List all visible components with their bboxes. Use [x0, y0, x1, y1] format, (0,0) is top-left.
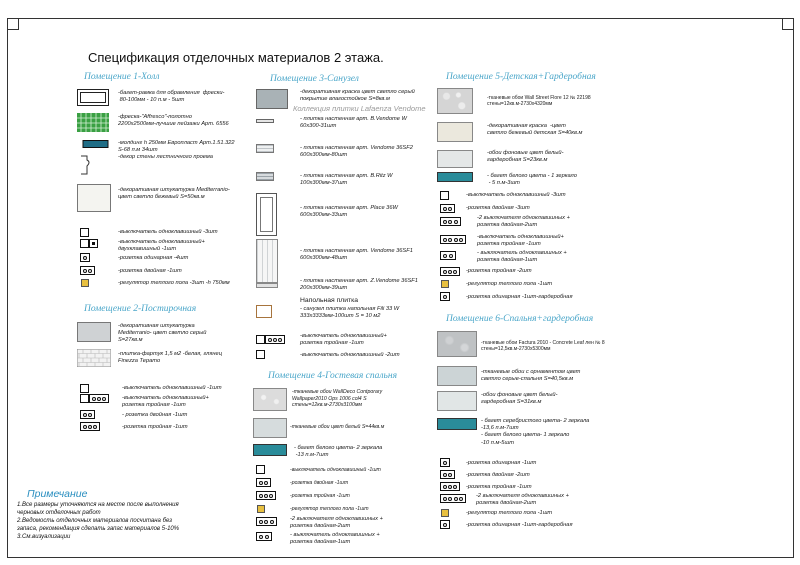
mirror-frame-swatch [253, 444, 287, 456]
switch-icon [256, 465, 265, 474]
socket-double-icon [80, 266, 95, 275]
bath-item-tile-2: - плитка настенная арт. Vendome 36SF2 600х300мм-80шт [300, 145, 413, 159]
floor-heating-regulator-icon [81, 279, 89, 287]
kids-elec-4: -выключатель одноклавишный+ розетка тройная -1шт [477, 234, 564, 248]
bedroom-item-frames: - багет серебристого цвета- 2 зеркала -13,6 п.м-7шт - багет белого цвета- 1 зеркало -10 п.м-5шт [481, 418, 590, 446]
frame-corner [7, 18, 19, 30]
white-wallpaper-swatch [437, 150, 473, 168]
bedroom-elec-1: -розетка одинарная -1шт [466, 460, 537, 466]
guest-elec-4: -регулятор теплого пола -1шт [290, 506, 369, 512]
bath-item-tile-4: - плитка настенная арт. Place 36W 600х300мм-33шт [300, 205, 398, 219]
backsplash-tile-swatch [77, 349, 111, 367]
bedroom-item-ornament: -тканевые обои с орнаментом цвет светло серые-спальня S=40,5кв.м [481, 369, 581, 383]
kids-elec-8: -розетка одинарная -1шт-гардеробная [466, 294, 573, 300]
socket-triple-icon [440, 482, 460, 491]
socket-double-icon [440, 470, 455, 479]
hall-elec-3: -розетка одинарная -4шт [118, 255, 189, 261]
gray-plaster-swatch [77, 322, 111, 342]
guest-elec-1: -выключатель одноклавишный -1шт [290, 467, 381, 473]
bedroom-elec-2: -розетка двойная -2шт [466, 472, 530, 478]
molding-profile-swatch [77, 140, 109, 182]
socket-double-icon [256, 532, 272, 541]
bedroom-elec-6: -розетка одинарная -1шт-гардеробная [466, 522, 573, 528]
socket-single-icon [440, 292, 450, 301]
floor-heating-regulator-icon [441, 280, 449, 288]
section-heading-guest-bedroom: Помещение 4-Гостевая спальня [268, 371, 397, 381]
bath-item-tile-3: - плитка настенная арт. B.Ritz W 100х300мм-37шт [300, 173, 393, 187]
frame-molding-swatch [77, 89, 109, 106]
notes-title: Примечание [27, 488, 88, 500]
floor-tile-swatch [256, 305, 272, 318]
laundry-elec-4: -розетка тройная -1шт [122, 424, 188, 430]
socket-double-icon [80, 410, 95, 419]
socket-double-icon [256, 478, 271, 487]
bath-elec-1: -выключатель одноклавишный+ розетка тройная -1шт [300, 333, 387, 347]
tile-vertical-swatch [256, 239, 278, 283]
hall-elec-1: -выключатель одноклавишный -3шт [118, 229, 218, 235]
socket-triple-icon [440, 235, 466, 244]
switch-icon [256, 335, 265, 344]
bedroom-item-white-wallpaper: -обои фоновые цвет белый- гардеробная S=31кв.м [481, 392, 558, 406]
hall-elec-5: -регулятор теплого пола -3шт -h 750мм [118, 280, 230, 286]
tile-stripe-swatch [256, 172, 274, 181]
laundry-elec-3: - розетка двойная -1шт [122, 412, 188, 418]
switch-icon [80, 394, 89, 403]
kids-item-wallpaper: -тканевые обои Wall Street Flore 12 № 22198 стены=12кв.м-2730х4320мм [487, 95, 591, 108]
tile-border-swatch [256, 283, 278, 288]
section-heading-kids-room: Помещение 5-Детская+Гардеробная [446, 72, 596, 82]
guest-elec-6: - выключатель одноклавишных + розетка двойная-1шт [290, 532, 380, 546]
bath-item-floor: - санузел плитка напольная Fili 33 W 333х3333мм-100шт S = 10 м2 [300, 306, 400, 320]
beige-paint-swatch [437, 122, 473, 142]
hall-item-fresco: -фреска-"Affresco"-полотно 2200х2500мм-лучшие пейзажи Арт. 6556 [118, 114, 229, 128]
white-wallpaper-swatch [437, 391, 477, 411]
gray-paint-swatch [256, 89, 288, 109]
concrete-leaf-swatch [437, 331, 477, 357]
hall-item-frame: -багет-рамка для обрамления фрески- 80-100мм - 10 п.м - 5шт [118, 90, 225, 104]
socket-triple-icon [89, 394, 109, 403]
ornament-wallpaper-swatch [437, 366, 477, 386]
bath-item-paint: -декоративная краска цвет светло серый покрытие влагостойкое S=8кв.м [300, 89, 415, 103]
tile-collection-name: Коллекция плитки Lafaenza Vendome [293, 104, 426, 113]
socket-single-icon [440, 520, 450, 529]
floor-heating-regulator-icon [257, 505, 265, 513]
section-heading-hall: Помещение 1-Холл [84, 72, 160, 82]
kids-elec-7: -регулятор теплого пола -1шт [466, 281, 553, 287]
bath-item-tile-5: - плитка настенная арт. Vendome 36SF1 600х300мм-48шт [300, 248, 413, 262]
guest-item-wallpaper: -тканевые обои WallDeco Contporary Wallpaper2010 Ops 1006 col4 S стены=12кв.м-2730х3100мм [292, 389, 383, 409]
hall-item-molding: -молдинг h 250мм Европласт Арт.1.51.322 S-68 п.м 34шт -декор стены лестничного проема [118, 140, 235, 161]
floor-tile-heading: Напольная плитка [300, 297, 359, 304]
tile-panel-swatch [256, 193, 278, 237]
socket-double-icon [440, 204, 455, 213]
guest-item-fabric: -тканевые обои цвет белый S=44кв.м [290, 424, 385, 430]
bedroom-elec-4: -2 выключателя одноклавишных + розетка двойная-2шт [476, 493, 569, 507]
switch-icon [80, 239, 89, 248]
white-fabric-swatch [253, 418, 287, 438]
double-switch-icon [89, 239, 98, 248]
laundry-elec-1: -выключатель одноклавишный -1шт [122, 385, 222, 391]
socket-triple-icon [265, 335, 285, 344]
bath-item-tile-6: - плитка настенная арт. Z.Vendome 36SF1 200х300мм-39шт [300, 278, 418, 292]
kids-item-paint: -декоративная краска -цвет светло бежевый детская S=40кв.м [487, 123, 583, 137]
bedroom-item-wallpaper: -тканевые обои Factura 2010 - Concrete Leaf лен № 8 стены=12,5кв.м-2730х5300мм [481, 340, 605, 353]
kids-item-frame: - багет белого цвета - 1 зеркало - 5 п.м-3шт [487, 173, 577, 187]
fabric-wallpaper-swatch [253, 388, 287, 411]
bath-elec-2: -выключатель одноклавишный -2шт [300, 352, 400, 358]
kids-elec-6: -розетка тройная -2шт [466, 268, 532, 274]
socket-double-icon [440, 251, 456, 260]
floral-wallpaper-swatch [437, 88, 473, 114]
laundry-item-tile: -плитка-фартук 1,5 м2 -белая, глянец Finezza Тераmo [118, 351, 222, 365]
bedroom-elec-3: -розетка тройная -1шт [466, 484, 532, 490]
switch-icon [440, 191, 449, 200]
hall-item-plaster: -декоративная штукатурка Mediterranio- цвет светло бежевый S=50кв.м [118, 187, 230, 201]
socket-single-icon [440, 458, 450, 467]
fresco-swatch [77, 113, 109, 132]
switch-icon [80, 228, 89, 237]
hall-elec-2: -выключатель одноклавишный+ двухклавишный -1шт [118, 239, 205, 253]
socket-triple-icon [256, 491, 276, 500]
bedroom-elec-5: -регулятор теплого пола -1шт [466, 510, 553, 516]
plaster-swatch [77, 184, 111, 212]
guest-elec-3: -розетка тройная -1шт [290, 493, 350, 499]
floor-heating-regulator-icon [441, 509, 449, 517]
kids-elec-1: -выключатель одноклавишный -3шт [466, 192, 566, 198]
guest-elec-5: -2 выключателя одноклавишных + розетка двойная-2шт [290, 516, 383, 530]
socket-triple-icon [80, 422, 100, 431]
socket-single-icon [80, 253, 90, 262]
bath-item-tile-1: - плитка настенная арт. B.Vendome W 60х300-31шт [300, 116, 407, 130]
laundry-item-plaster: -декоративная штукатурка Mediterranio- цвет светло серый S=27кв.м [118, 323, 207, 344]
socket-double-icon [256, 517, 277, 526]
section-heading-bathroom: Помещение 3-Санузел [270, 74, 359, 84]
kids-elec-3: -2 выключателя одноклавишных + розетка двойная-2шт [477, 215, 570, 229]
mirror-frame-swatch [437, 418, 477, 430]
switch-icon [256, 350, 265, 359]
kids-elec-5: - выключатель одноклавишных + розетка двойная-1шт [477, 250, 567, 264]
kids-elec-2: -розетка двойная -3шт [466, 205, 530, 211]
frame-corner [782, 18, 794, 30]
socket-double-icon [440, 217, 461, 226]
laundry-elec-2: -выключатель одноклавишный+ розетка тройная -1шт [122, 395, 209, 409]
page-title: Спецификация отделочных материалов 2 этажа. [88, 50, 384, 65]
guest-item-frame: - багет белого цвета- 2 зеркала -13 п.м-7шт [294, 445, 383, 459]
tile-strip-swatch [256, 119, 274, 123]
section-heading-laundry: Помещение 2-Постирочная [84, 304, 197, 314]
tile-ribbed-swatch [256, 144, 274, 153]
section-heading-bedroom: Помещение 6-Спальня+гардеробная [446, 314, 594, 324]
socket-triple-icon [440, 267, 460, 276]
guest-elec-2: -розетка двойная -1шт [290, 480, 349, 486]
notes-text: 1.Все размеры уточняются на месте после выполнения черновых отделочных работ 2.Ведомость отделочных материалов посчитана без запаса, рекомендация сделать запас материалов 5-10% 3.См.визуализации [17, 502, 180, 540]
switch-icon [80, 384, 89, 393]
kids-item-white-wallpaper: -обои фоновые цвет белый- гардеробная S=23кв.м [487, 150, 564, 164]
hall-elec-4: -розетка двойная -1шт [118, 268, 182, 274]
socket-double-icon [440, 494, 466, 503]
mirror-frame-swatch [437, 172, 473, 182]
